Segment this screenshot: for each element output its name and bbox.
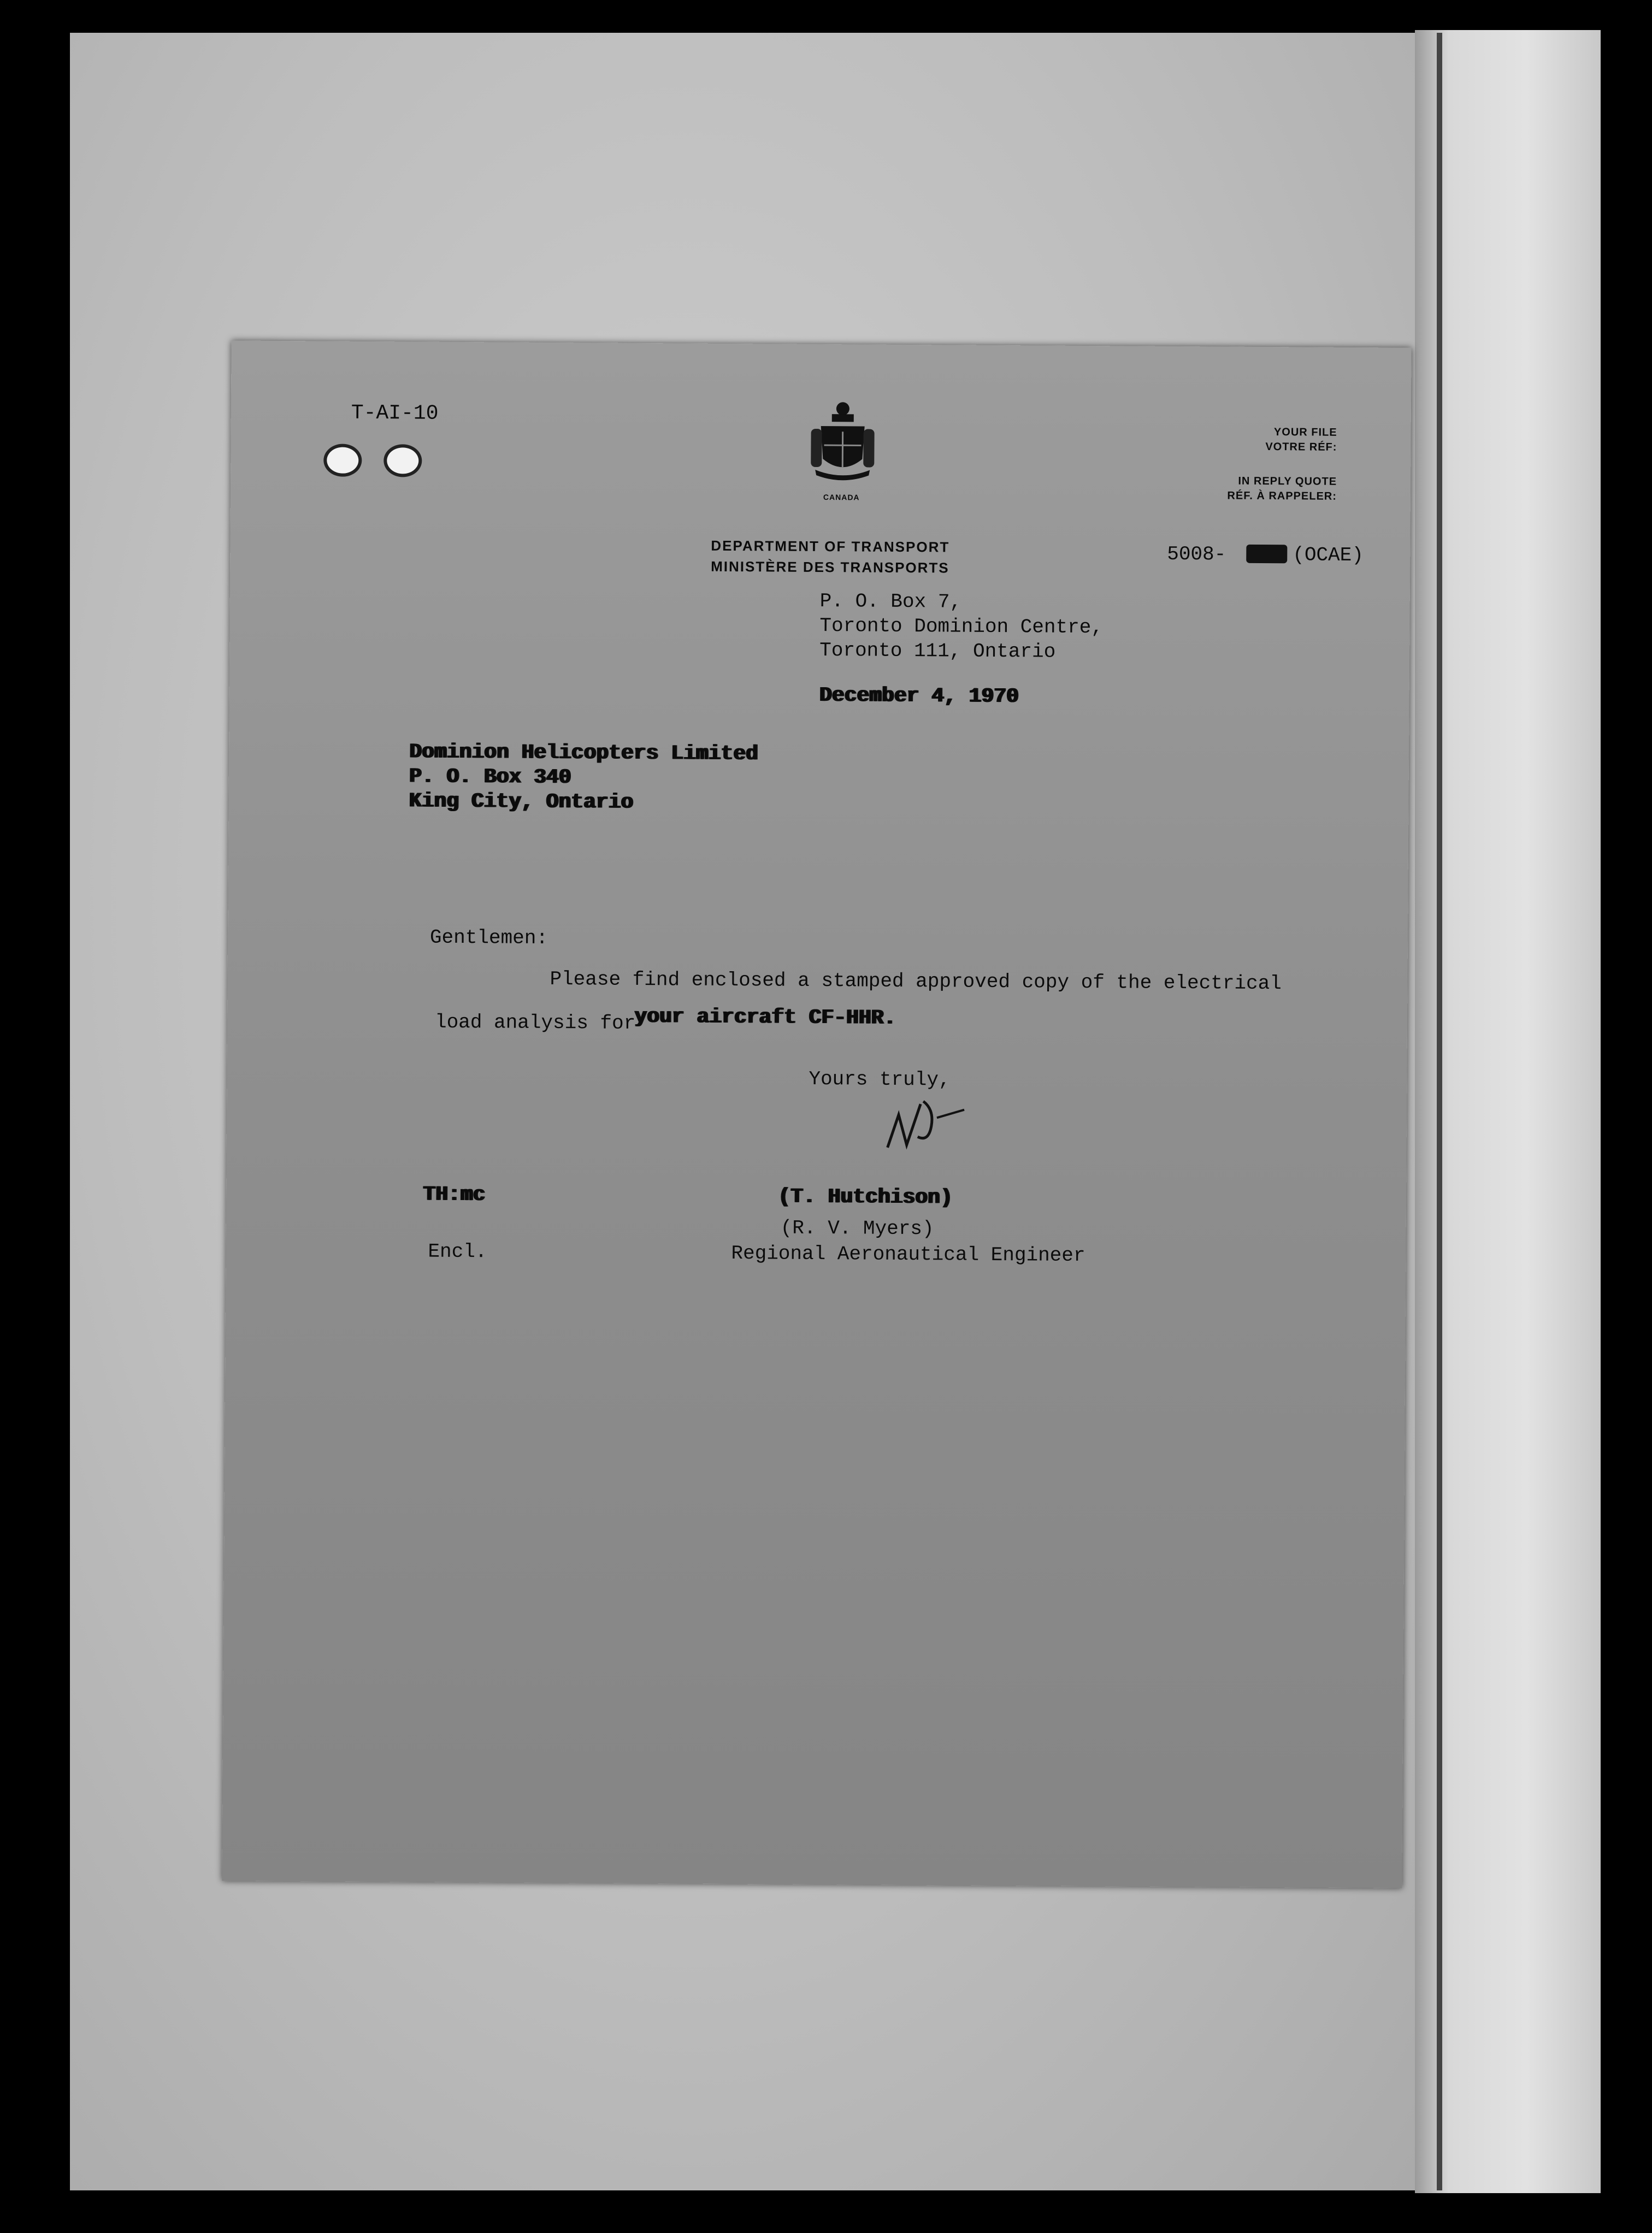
signer-typed-name: (T. Hutchison) [777, 1185, 953, 1210]
file-number-suffix: (OCAE) [1293, 544, 1364, 567]
reply-quote-label-fr: RÉF. À RAPPELER: [1227, 489, 1337, 503]
your-file-label-fr: VOTRE RÉF: [1265, 440, 1337, 453]
recipient-name: Dominion Helicopters Limited [409, 740, 758, 766]
letter-date: December 4, 1970 [819, 684, 1019, 709]
letter-page [222, 340, 1411, 1888]
crest-label: CANADA [823, 493, 860, 502]
canadian-coat-of-arms-icon [804, 399, 881, 495]
typist-initials: TH:mc [422, 1183, 486, 1207]
signer-title: Regional Aeronautical Engineer [731, 1242, 1085, 1267]
body-line2-prefix: load analysis for [434, 1011, 636, 1035]
mount-fold-line [1437, 33, 1442, 2190]
salutation: Gentlemen: [429, 926, 548, 949]
file-number-prefix: 5008- [1167, 542, 1226, 566]
sender-address-line1: P. O. Box 7, [819, 590, 962, 613]
your-file-label-en: YOUR FILE [1273, 426, 1337, 439]
department-name-french: MINISTÈRE DES TRANSPORTS [711, 558, 949, 576]
sender-address-line2: Toronto Dominion Centre, [819, 615, 1104, 639]
enclosure-note: Encl. [428, 1240, 487, 1263]
sender-address-line3: Toronto 111, Ontario [819, 639, 1056, 663]
department-name-english: DEPARTMENT OF TRANSPORT [711, 537, 950, 556]
redaction-mark [1246, 545, 1287, 563]
reply-quote-label-en: IN REPLY QUOTE [1238, 475, 1337, 488]
recipient-address-line2: P. O. Box 340 [409, 765, 571, 790]
mount-right-edge [1415, 30, 1601, 2193]
recipient-address-line3: King City, Ontario [409, 789, 634, 814]
signer-on-behalf-name: (R. V. Myers) [780, 1216, 934, 1240]
punch-hole-left [323, 444, 362, 476]
body-line2-overtype: your aircraft CF-HHR. [634, 1005, 896, 1030]
closing: Yours truly, [809, 1067, 951, 1091]
punch-hole-right [384, 444, 422, 477]
handwritten-initials [882, 1093, 970, 1154]
form-number: T-AI-10 [351, 401, 439, 426]
body-line1: Please find enclosed a stamped approved copy of the electrical [550, 968, 1282, 995]
